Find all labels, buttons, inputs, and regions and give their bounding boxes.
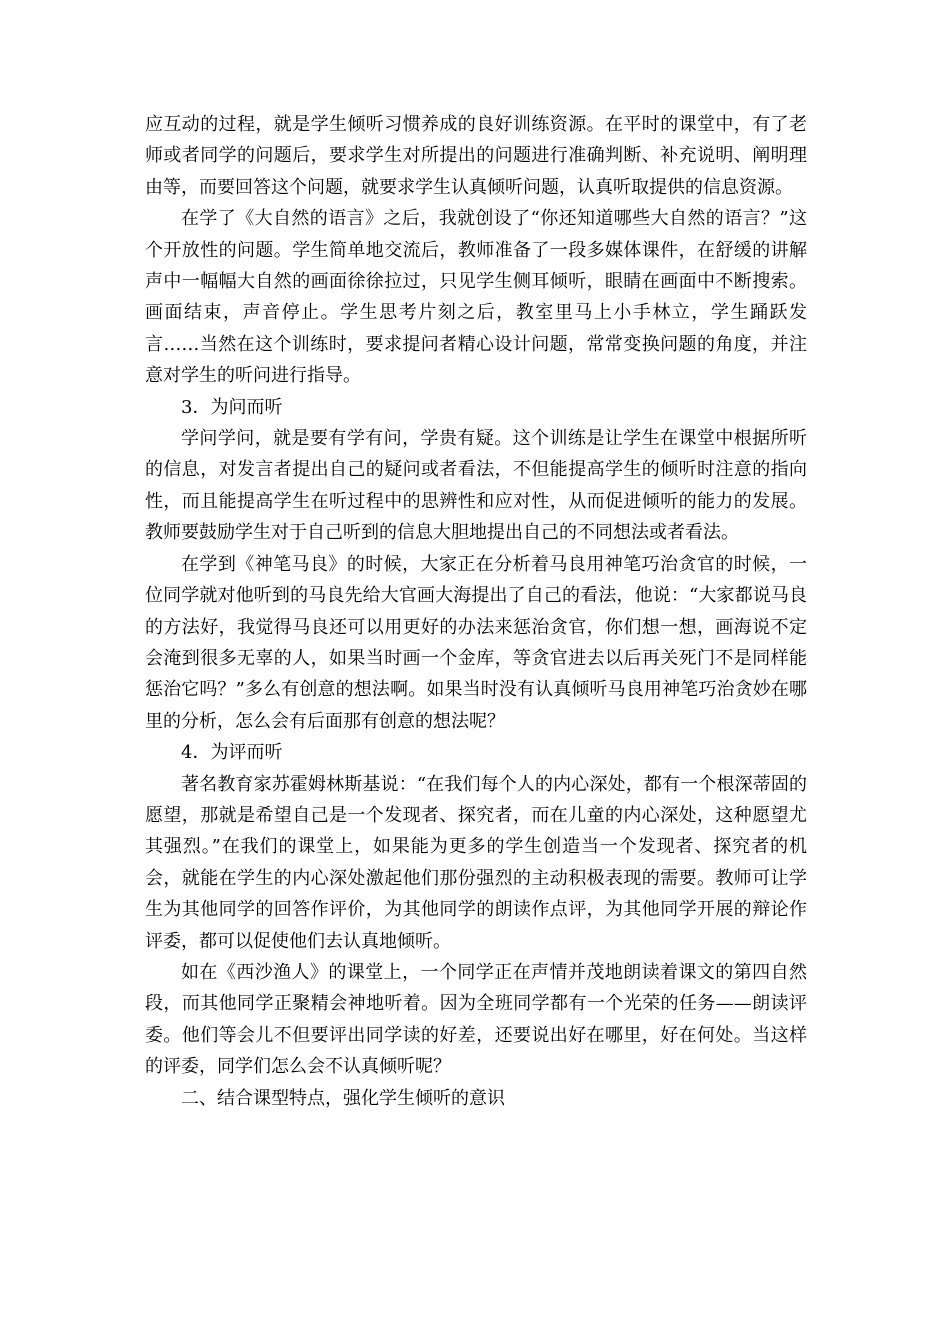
paragraph-listen-to-ask: 学问学问，就是要有学有问，学贵有疑。这个训练是让学生在课堂中根据所听的信息，对发言者提出自己的疑问或者看法，不但能提高学生的倾听时注意的指向性，而且能提高学生在听过程中的思辨性和应对性，从而促进倾听的能力的发展。教师要鼓励学生对于自己听到的信息大胆地提出自己的不同想法或者看法。 [145, 428, 807, 544]
section-heading-two: 二、结合课型特点，强化学生倾听的意识 [181, 1087, 505, 1109]
paragraph-nature-language-example: 在学了《大自然的语言》之后，我就创设了“你还知道哪些大自然的语言？”这个开放性的问题。学生简单地交流后，教师准备了一段多媒体课件，在舒缓的讲解声中一幅幅大自然的画面徐徐拉过，只见学生侧耳倾听，眼睛在画面中不断搜索。画面结束，声音停止。学生思考片刻之后，教室里马上小手林立，学生踊跃发言……当然在这个训练时，要求提问者精心设计问题，常常变换问题的角度，并注意对学生的听问进行指导。 [145, 208, 807, 387]
section-heading-3: 3．为问而听 [181, 396, 283, 418]
paragraph-listen-to-evaluate: 著名教育家苏霍姆林斯基说：“在我们每个人的内心深处，都有一个根深蒂固的愿望，那就是希望自己是一个发现者、探究者，而在儿童的内心深处，这种愿望尤其强烈。”在我们的课堂上，如果能为更多的学生创造当一个发现者、探究者的机会，就能在学生的内心深处激起他们那份强烈的主动积极表现的需要。教师可让学生为其他同学的回答作评价，为其他同学的朗读作点评，为其他同学开展的辩论作评委，都可以促使他们去认真地倾听。 [145, 773, 807, 952]
document-page [145, 109, 807, 1114]
paragraph-magic-brush-example: 在学到《神笔马良》的时候，大家正在分析着马良用神笔巧治贪官的时候，一位同学就对他听到的马良先给大官画大海提出了自己的看法，他说：“大家都说马良的方法好，我觉得马良还可以用更好的办法来惩治贪官，你们想一想，画海说不定会淹到很多无辜的人，如果当时画一个金库，等贪官进去以后再关死门不是同样能惩治它吗？”多么有创意的想法啊。如果当时没有认真倾听马良用神笔巧治贪妙在哪里的分析，怎么会有后面那有创意的想法呢？ [145, 553, 807, 732]
section-heading-4: 4．为评而听 [181, 742, 283, 764]
paragraph-xisha-fishermen-example: 如在《西沙渔人》的课堂上，一个同学正在声情并茂地朗读着课文的第四自然段，而其他同学正聚精会神地听着。因为全班同学都有一个光荣的任务——朗读评委。他们等会儿不但要评出同学读的好差，还要说出好在哪里，好在何处。当这样的评委，同学们怎么会不认真倾听呢？ [145, 961, 807, 1078]
paragraph-continued-intro: 应互动的过程，就是学生倾听习惯养成的良好训练资源。在平时的课堂中，有了老师或者同学的问题后，要求学生对所提出的问题进行准确判断、补充说明、阐明理由等，而要回答这个问题，就要求学生认真倾听问题，认真听取提供的信息资源。 [145, 114, 807, 198]
